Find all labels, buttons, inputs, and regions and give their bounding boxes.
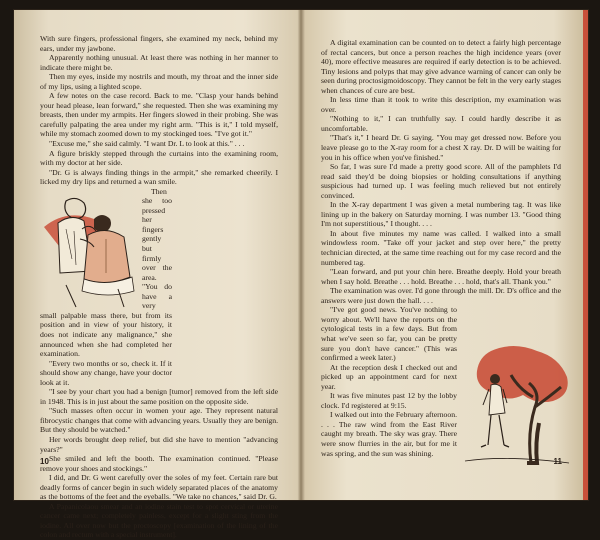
- right-page-body: [321, 38, 561, 470]
- paragraph: "I've got good news. You've nothing to worry about. We'll have the reports on the cytological tests in a few days. But from what we've seen so far, you can be pretty sure you don't have cancer." (This was confirmed a week later.): [321, 305, 457, 363]
- paragraph: The examination was over. I'd gone through the mill. Dr. D's office and the answers were just down the hall. . . .: [321, 286, 561, 305]
- paragraph: It was five minutes past 12 by the lobby clock. I'd registered at 9:15.: [321, 391, 457, 410]
- woman-walking-under-tree-icon: [461, 343, 573, 468]
- walking-woman-illustration: [461, 343, 573, 468]
- paragraph: She smiled and left the booth. The examination continued. "Please remove your shoes and stockings.": [40, 454, 278, 473]
- paragraph: So far, I was sure I'd made a pretty good score. All of the pamphlets I'd read said they'd be doing biopsies or holding consultations if anything suspicious had turned up. I was feeling much relieved but not entirely convinced.: [321, 162, 561, 200]
- paragraph: Her words brought deep relief, but did she have to mention "advancing years?": [40, 434, 278, 454]
- paragraph: A figure briskly stepped through the curtains into the examining room, with my doctor at her side.: [40, 148, 278, 168]
- paragraph: A Papanicolaou smear and an iodine stain test to spot cervical or uterine cancer came next; completely painless, except for a slight sting from the iodine. All over now but the proctoscopy [examination of the lining of the colon and rectum with a special instrument].: [40, 501, 278, 540]
- paragraph: "Lean forward, and put your chin here. Breathe deeply. Hold your breath when I say hold. Breathe . . . hold. Breathe . . . hold, that's all. Thank you.": [321, 267, 561, 286]
- book-edge: [583, 10, 588, 500]
- paragraph: In the X-ray department I was given a metal numbering tag. It was like lining up in the bakery on Saturday morning. I was number 13. "Good thing I'm not superstitious," I thought. . . .: [321, 200, 561, 229]
- book-spread: [14, 10, 588, 540]
- paragraph: "Every two months or so, check it. If it should show any change, have your doctor look at it.: [40, 358, 172, 387]
- paragraph: I walked out into the February afternoon. . . . The raw wind from the East River caught my breath. The sky was gray. There were snow flurries in the air, but for me it was spring, and the sun was shining.: [321, 410, 457, 458]
- paragraph: "Dr. G is always finding things in the armpit," she remarked cheerily. I licked my dry lips and returned a wan smile.: [40, 167, 278, 187]
- paragraph: With sure fingers, professional fingers, she examined my neck, behind my ears, under my jawbone.: [40, 34, 278, 53]
- paragraph: Then my eyes, inside my nostrils and mouth, my throat and the inner side of my lips, using a lighted scope.: [40, 72, 278, 91]
- paragraph: I did, and Dr. G went carefully over the soles of my feet. Certain rare but deadly forms of cancer begin in such widely separated places of the anatomy as the bottoms of the feet and the eyeballs. "We take no chances," said Dr. G.: [40, 473, 278, 502]
- paragraph: In less time than it took to write this description, my examination was over.: [321, 95, 561, 114]
- paragraph: "That's it," I heard Dr. G saying. "You may get dressed now. Before you leave please go to the X-ray room for a chest X ray. Dr. D will be waiting for you in his office when you've finished.": [321, 133, 561, 162]
- paragraph: "Nothing to it," I can truthfully say. I could hardly describe it as uncomfortable.: [321, 114, 561, 133]
- paragraph: Then she too pressed her fingers gently but firmly over the area. "You do have a very small palpable mass there, but from its position and in view of your history, it does not indicate any malignance," she announced when she had completed her examination.: [40, 186, 172, 359]
- paragraph: Apparently nothing unusual. At least there was nothing in her manner to indicate there might be.: [40, 53, 278, 72]
- left-page: [14, 10, 299, 540]
- paragraph: A digital examination can be counted on to detect a fairly high percentage of rectal cancers, but once a person reaches the high incidence years (over 40), more effective measures are required if early detection is to be achieved. Tiny lesions and polyps that may give advance warning of cancer can only be seen during proctosigmoidoscopy. They cannot be felt in the very early stages when chances of cure are best.: [321, 38, 561, 95]
- doctor-examining-patient-icon: [36, 189, 136, 309]
- paragraph: "I see by your chart you had a benign [tumor] removed from the left side in 1948. This is in just about the same position on the opposite side.: [40, 387, 278, 406]
- paragraph: "Excuse me," she said calmly. "I want Dr. L to look at this." . . .: [49, 139, 245, 149]
- page-number: 11: [553, 457, 562, 466]
- right-page: [303, 10, 588, 500]
- paragraph: At the reception desk I checked out and picked up an appointment card for next year.: [321, 362, 457, 391]
- exam-illustration: [36, 189, 136, 309]
- left-page-body: [40, 34, 278, 540]
- paragraph: In about five minutes my name was called. I walked into a small windowless room. "Take off your jacket and step over here," the pretty technician directed, at the same time reaching out for my case record and the numbered tag.: [321, 228, 561, 267]
- paragraph: A few notes on the case record. Back to me. "Clasp your hands behind your head please, lean forward," she requested. Then she was examining my breasts, then under my armpits. Her fingers slowed in their probing. She was carefully palpating the area under my right arm. "This is it," I told myself, while my stomach zoomed down to my stockinged toes. "I've got it.": [40, 91, 278, 139]
- paragraph: "Such masses often occur in women your age. They represent natural fibrocystic changes that come with advancing years. Usually they are benign. But they should be watched.": [40, 406, 278, 435]
- page-number: 10: [40, 457, 49, 466]
